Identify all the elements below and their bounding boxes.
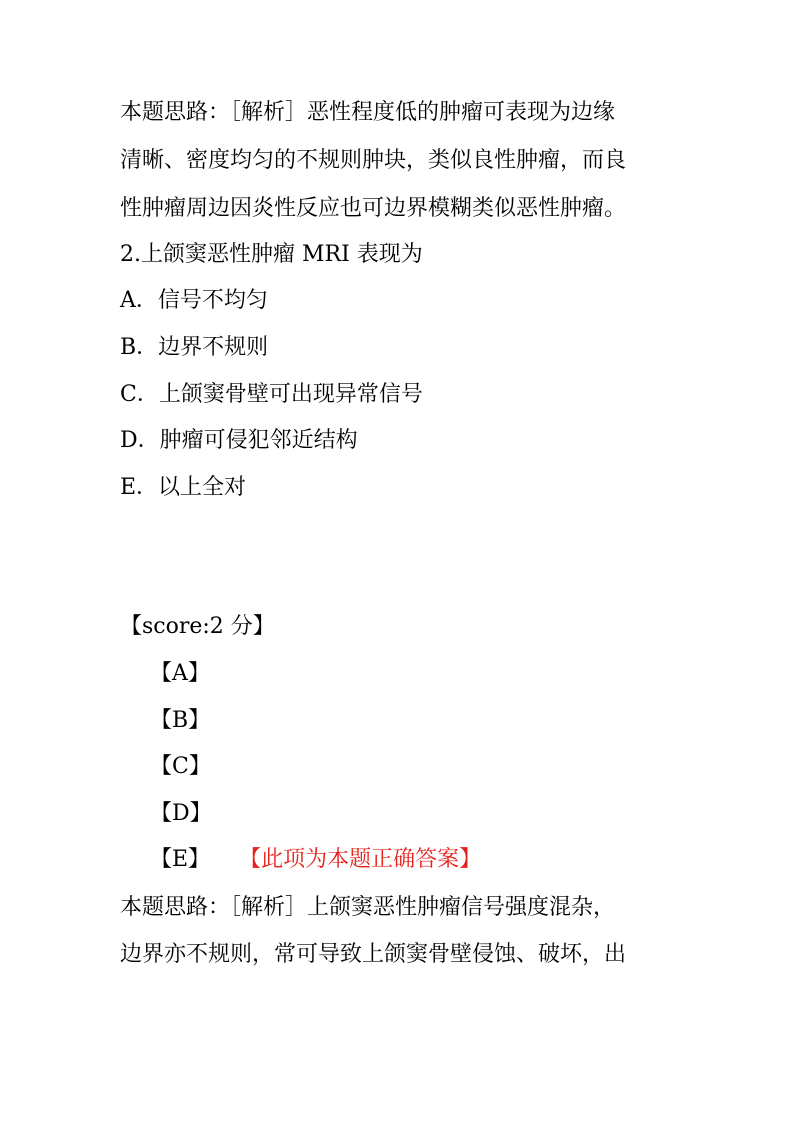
option-a: A．信号不均匀: [120, 288, 268, 313]
score-label: 【score:2 分】: [120, 614, 275, 639]
explanation-1-line-1: 本题思路：［解析］恶性程度低的肿瘤可表现为边缘: [120, 100, 616, 125]
correct-answer-mark: 【此项为本题正确答案】: [250, 847, 482, 872]
answer-e: 【E】: [150, 847, 211, 872]
option-e: E．以上全对: [120, 475, 247, 500]
answer-e-row: [150, 845, 481, 875]
explanation-2-line-1: 本题思路：［解析］上颌窦恶性肿瘤信号强度混杂，: [120, 895, 616, 920]
answer-b: 【B】: [150, 708, 211, 733]
explanation-2-line-2: 边界亦不规则，常可导致上颌窦骨壁侵蚀、破坏，出: [120, 942, 627, 967]
answer-a: 【A】: [150, 661, 210, 686]
answer-c: 【C】: [150, 754, 211, 779]
option-b: B．边界不规则: [120, 335, 269, 360]
option-c: C．上颌窦骨壁可出现异常信号: [120, 382, 423, 407]
question-stem: 2.上颌窦恶性肿瘤 MRI 表现为: [120, 242, 423, 267]
explanation-1-line-3: 性肿瘤周边因炎性反应也可边界模糊类似恶性肿瘤。: [120, 196, 627, 221]
explanation-1-line-2: 清晰、密度均匀的不规则肿块，类似良性肿瘤，而良: [120, 148, 627, 173]
option-d: D．肿瘤可侵犯邻近结构: [120, 428, 358, 453]
answer-d: 【D】: [150, 801, 212, 826]
